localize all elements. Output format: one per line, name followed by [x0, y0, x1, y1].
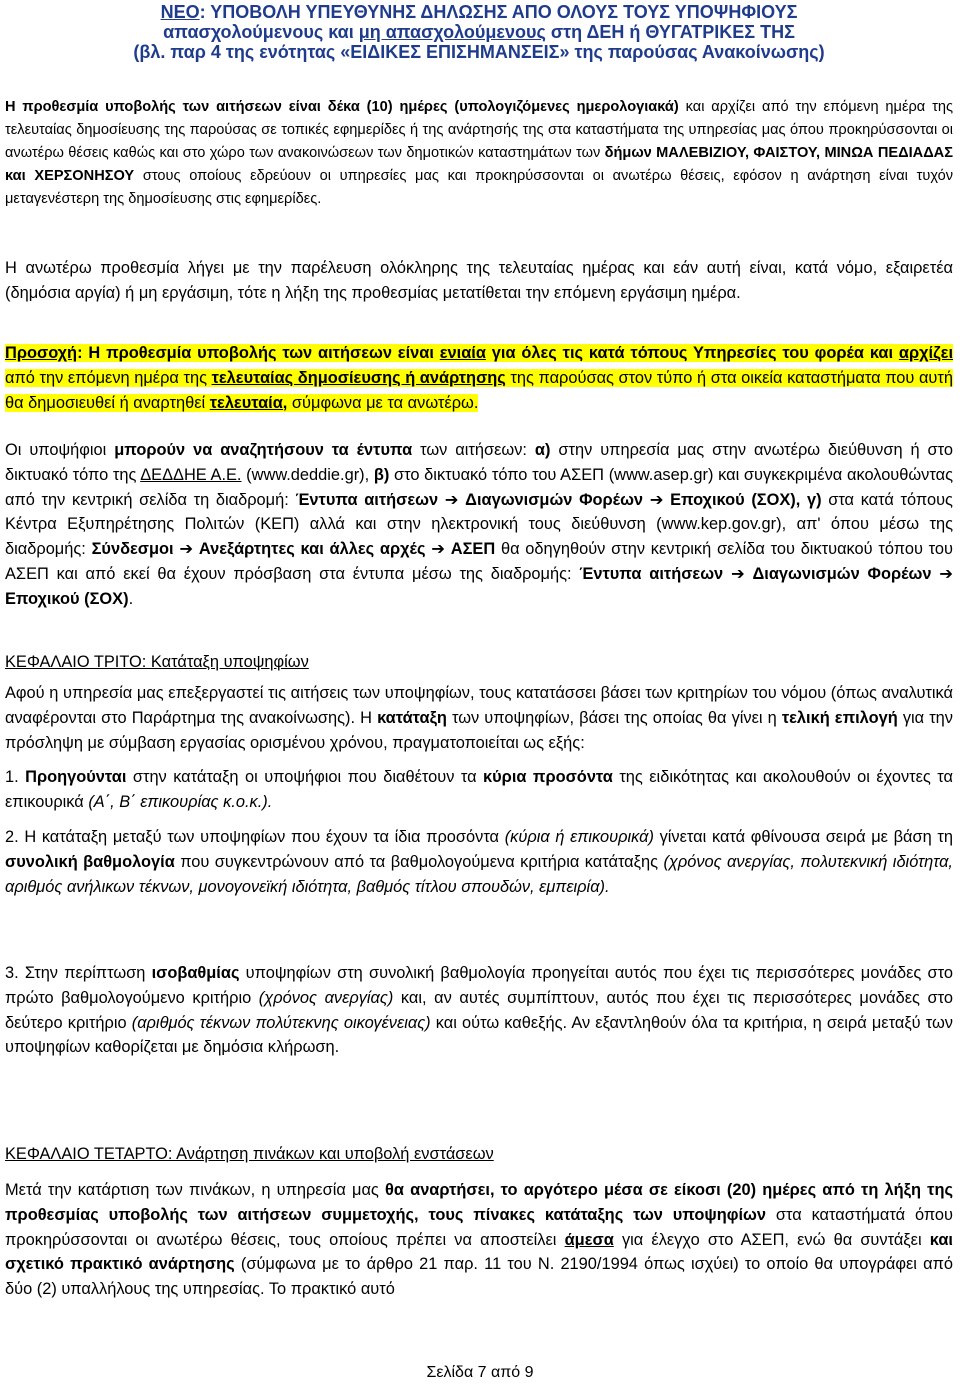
ranking-text: των υποψηφίων, βάσει της οποίας θα γίνει η [446, 708, 782, 727]
forms-path-bold: Εποχικού (ΣΟΧ) [5, 589, 129, 608]
forms-text: (www.deddie.gr), [241, 465, 374, 484]
arrow-right-icon: ➔ [179, 539, 194, 559]
item-italic: (χρόνος ανεργίας, πολυτεκνική ιδιότητα, αριθμός ανήλικων τέκνων, μονογονεϊκή ιδιότητα, βαθμός τίτλου σπουδών, εμπειρία). [5, 852, 953, 896]
notice-header [5, 2, 953, 62]
ranking-item-3 [5, 961, 953, 1060]
ranking-item-2 [5, 825, 953, 899]
arrow-right-icon: ➔ [431, 539, 445, 559]
attention-text-1: από την επόμενη ημέρα της [5, 368, 212, 387]
item-text: 1. [5, 768, 26, 786]
header-line-1-text: : ΥΠΟΒΟΛΗ ΥΠΕΥΘΥΝΗΣ ΔΗΛΩΣΗΣ ΑΠΟ ΟΛΟΥΣ ΤΟΥΣ ΥΠΟΨΗΦΙΟΥΣ [199, 2, 798, 22]
arrow-right-icon: ➔ [939, 563, 954, 583]
item-bold: ισοβαθμίας [151, 964, 240, 982]
forms-path-bold: Διαγωνισμών Φορέων [465, 490, 644, 509]
ranking-text: για την πρόσληψη με σύμβαση εργασίας ορισμένου χρόνου, πραγματοποιείται ως εξής: [5, 708, 953, 752]
item-bold: Προηγούνται [25, 768, 127, 786]
forms-bold: μπορούν να αναζητήσουν τα έντυπα [114, 441, 413, 459]
item-italic: (αριθμός τέκνων πολύτεκνης οικογένειας) [131, 1013, 431, 1032]
attention-starts: αρχίζει [898, 344, 953, 362]
forms-text: στο δικτυακό τόπο του ΑΣΕΠ (www.asep.gr) και συγκεκριμένα ακολουθώντας από την κεντρική σελίδα τη διαδρομή: [5, 465, 953, 509]
forms-path-bold: Διαγωνισμών Φορέων [752, 564, 932, 583]
deadline-text-1: και αρχίζει από την επόμενη ημέρα της τελευταίας δημοσίευσης της παρούσας σε τοπικές εφημερίδες ή της ανάρτησής της στα καταστήματα της υπηρεσίας μας όπου προκηρύσσονται οι ανωτέρω θέσεις καθώς και στο χώρο των ανακοινώσεων των δημοτικών καταστημάτων των [5, 99, 953, 161]
forms-text: των αιτήσεων: [412, 441, 535, 459]
arrow-right-icon: ➔ [649, 489, 664, 509]
ranking-item-1 [5, 765, 953, 815]
deadline-expiry-paragraph: Η ανωτέρω προθεσμία λήγει με την παρέλευση ολόκληρης της τελευταίας ημέρας και εάν αυτή είναι, κατά νόμο, εξαιρετέα (δημόσια αργία) ή μη εργάσιμη, τότε η λήξη της προθεσμίας μετατίθεται την επόμενη εργάσιμη ημέρα. [5, 259, 953, 302]
attention-text-2: της παρούσας στον τύπο ή στα οικεία καταστήματα που αυτή θα δημοσιευθεί ή αναρτηθεί [5, 368, 953, 412]
forms-path-bold: Εποχικού (ΣΟΧ), γ) [670, 490, 822, 509]
forms-path-bold: ΑΣΕΠ [450, 540, 496, 559]
header-line-3: (βλ. παρ 4 της ενότητας «ΕΙΔΙΚΕΣ ΕΠΙΣΗΜΑΝΣΕΙΣ» της παρούσας Ανακοίνωσης) [133, 42, 825, 62]
header-line-1 [5, 2, 953, 22]
forms-path-bold: Έντυπα αιτήσεων [579, 564, 724, 583]
item-bold: κύρια προσόντα [483, 768, 613, 786]
forms-text: θα οδηγηθούν στην κεντρική σελίδα του δικτυακού τόπου του ΑΣΕΠ και από εκεί θα έχουν πρόσβαση στα έντυπα μέσω της διαδρομής: [5, 540, 953, 583]
forms-path-bold: Σύνδεσμοι [91, 540, 174, 559]
deadline-bold: Η προθεσμία υποβολής των αιτήσεων είναι δέκα (10) ημέρες (υπολογιζόμενες ημερολογιακά) [5, 99, 679, 115]
item-text: που συγκεντρώνουν από τα βαθμολογούμενα κριτήρια κατάταξης [174, 852, 664, 871]
item-text: της ειδικότητας και ακολουθούν οι έχοντες τα επικουρικά [5, 768, 953, 811]
item-italic: (κύρια ή επικουρικά) [504, 828, 654, 846]
header-line-2a: απασχολούμενους και [163, 22, 359, 42]
forms-path-bold: Ανεξάρτητες και άλλες αρχές [198, 540, 426, 559]
header-neo: ΝΕΟ [160, 2, 200, 22]
attention-colon: : [77, 344, 83, 362]
tables-immediately: άμεσα [564, 1230, 614, 1249]
chapter-4-heading: ΚΕΦΑΛΑΙΟ ΤΕΤΑΡΤΟ: Ανάρτηση πινάκων και υποβολή ενστάσεων [5, 1145, 494, 1163]
forms-bold: α) [534, 441, 551, 459]
attention-last: τελευταία, [209, 393, 288, 412]
item-bold: συνολική βαθμολογία [5, 852, 175, 871]
attention-label: Προσοχή [5, 344, 78, 362]
item-text: και ούτω καθεξής. Αν εξαντληθούν όλα τα κριτήρια, η σειρά μεταξύ των υποψηφίων καθορίζεται με δημόσια κλήρωση. [5, 1013, 954, 1057]
item-text: υποψηφίων στη συνολική βαθμολογία προηγείται αυτός που έχει τις περισσότερες μονάδες στο πρώτο βαθμολογούμενο κριτήριο [5, 964, 954, 1007]
item-text: και, αν αυτές συμπίπτουν, αυτός που έχει τις περισσότερες μονάδες στο δεύτερο κριτήριο [5, 988, 954, 1032]
attention-text-3: σύμφωνα με τα ανωτέρω. [287, 393, 479, 412]
item-italic: (χρόνος ανεργίας) [258, 988, 394, 1007]
chapter-4-paragraph [5, 1178, 953, 1302]
tables-bold: και σχετικό πρακτικό ανάρτησης [5, 1230, 953, 1274]
attention-last-publication: τελευταίας δημοσίευσης ή ανάρτησης [211, 368, 506, 387]
tables-text: Μετά την κατάρτιση των πινάκων, η υπηρεσία μας [5, 1181, 386, 1199]
tables-bold: θα αναρτήσει, το αργότερο μέσα σε είκοσι (20) ημέρες από τη λήξη της προθεσμίας υποβολής των αιτήσεων συμμετοχής, τους πίνακες κατάταξης των υποψηφίων [5, 1181, 954, 1224]
item-text: 3. Στην περίπτωση [5, 964, 152, 982]
arrow-right-icon: ➔ [444, 489, 459, 509]
forms-text: . [128, 589, 134, 608]
item-text: στην κατάταξη οι υποψήφιοι που διαθέτουν τα [126, 768, 483, 786]
tables-text: για έλεγχο στο ΑΣΕΠ, ενώ θα συντάξει [613, 1230, 930, 1249]
header-line-2 [5, 22, 953, 42]
ranking-text: Αφού η υπηρεσία μας επεξεργαστεί τις αιτήσεις των υποψηφίων, τους κατατάσσει βάσει των κριτηρίων του νόμου (όπως αναλυτικά αναφέρονται στο Παράρτημα της ανακοίνωσης). Η [5, 684, 953, 727]
forms-text: στα κατά τόπους Κέντρα Εξυπηρέτησης Πολιτών (ΚΕΠ) αλλά και στην ηλεκτρονική τους διεύθυνση (www.kep.gov.gr), απ' όπου μέσω της διαδρομής: [5, 490, 953, 559]
deadline-text-2: στους οποίους εδρεύουν οι υπηρεσίες μας και προκηρύσσονται οι ανωτέρω θέσεις, εφόσον η ανάρτηση είναι τυχόν μεταγενέστερη της δημοσίευσης στις εφημερίδες. [5, 168, 953, 207]
ranking-bold: κατάταξη [377, 708, 447, 727]
attention-paragraph [5, 341, 953, 415]
forms-bold: β) [373, 465, 390, 484]
tables-text: (σύμφωνα με το άρθρο 21 παρ. 11 του Ν. 2190/1994 όπως ισχύει) το οποίο θα υπογράφει από δύο (2) υπαλλήλους της υπηρεσίας. Το πρακτικό αυτό [5, 1255, 954, 1299]
forms-deddie: ΔΕΔΔΗΕ Α.Ε. [140, 465, 242, 484]
forms-text: στην υπηρεσία μας στην ανωτέρω διεύθυνση ή στο δικτυακό τόπο της [5, 441, 953, 484]
item-text: γίνεται κατά φθίνουσα σειρά με βάση τη [653, 828, 954, 846]
municipalities-bold: δήμων ΜΑΛΕΒΙΖΙΟΥ, ΦΑΙΣΤΟΥ, ΜΙΝΩΑ ΠΕΔΙΑΔΑΣ και ΧΕΡΣΟΝΗΣΟΥ [5, 145, 953, 184]
arrow-right-icon: ➔ [730, 563, 745, 583]
chapter-3-heading: ΚΕΦΑΛΑΙΟ ΤΡΙΤΟ: Κατάταξη υποψηφίων [5, 653, 309, 671]
ranking-bold: τελική επιλογή [781, 708, 898, 727]
tables-text: στα καταστήματά όπου προκηρύσσονται οι ανωτέρω θέσεις, τους οποίους πρέπει να αποστείλει [5, 1205, 953, 1249]
item-italic: (Α΄, Β΄ επικουρίας κ.ο.κ.). [88, 792, 273, 811]
header-line-2u: μη απασχολούμενους [358, 22, 546, 42]
item-text: 2. Η κατάταξη μεταξύ των υποψηφίων που έχουν τα ίδια προσόντα [5, 828, 505, 846]
forms-text: Οι υποψήφιοι [5, 441, 115, 459]
page-number: Σελίδα 7 από 9 [426, 1364, 534, 1381]
forms-paragraph [5, 438, 953, 612]
attention-bold-1: Η προθεσμία υποβολής των αιτήσεων είναι [82, 344, 440, 362]
forms-path-bold: Έντυπα αιτήσεων [295, 490, 439, 509]
deadline-paragraph [5, 96, 953, 211]
attention-uniform: ενιαία [439, 344, 486, 362]
attention-bold-2: για όλες τις κατά τόπους Υπηρεσίες του φορέα και [485, 344, 899, 362]
chapter-3-intro [5, 681, 953, 755]
header-line-2b: στη ΔΕΗ ή ΘΥΓΑΤΡΙΚΕΣ ΤΗΣ [545, 22, 795, 42]
